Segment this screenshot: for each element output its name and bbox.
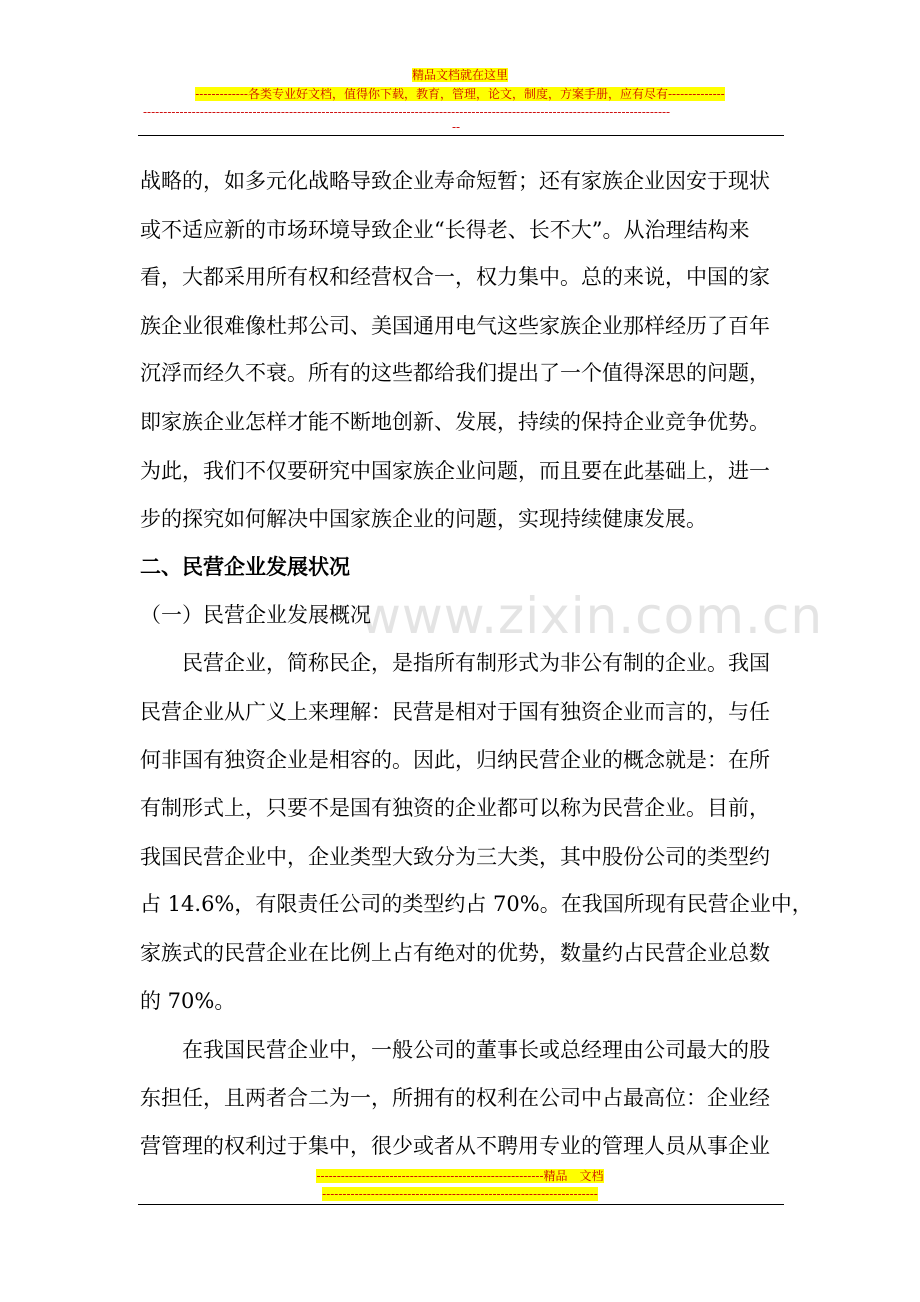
paragraph-line: 何非国有独资企业是相容的。因此，归纳民营企业的概念就是：在所 [140,748,770,772]
footer-dashes: -------------------------------------------------------------------- [322,1187,598,1201]
footer-line-1 [0,1168,920,1184]
subsection-heading: （一）民营企业发展概况 [140,603,371,627]
footer-line-2 [0,1186,920,1202]
paragraph-line: 家族式的民营企业在比例上占有绝对的优势，数量约占民营企业总数 [140,941,770,965]
paragraph-line: 营管理的权利过于集中，很少或者从不聘用专业的管理人员从事企业 [140,1134,770,1158]
body-line: 族企业很难像杜邦公司、美国通用电气这些家族企业那样经历了百年 [140,314,770,338]
body-line: 战略的，如多元化战略导致企业寿命短暂；还有家族企业因安于现状 [140,169,770,193]
header-dash-line: ---------------------------------------------------------------------------------------------------------------------------------- [143,105,671,119]
paragraph-line: 在我国民营企业中，一般公司的董事长或总经理由公司最大的股 [140,1038,770,1062]
paragraph-line: 民营企业从广义上来理解：民营是相对于国有独资企业而言的，与任 [140,700,770,724]
body-line: 看，大都采用所有权和经营权合一，权力集中。总的来说，中国的家 [140,265,770,289]
paragraph-line: 东担任，且两者合二为一，所拥有的权利在公司中占最高位：企业经 [140,1086,770,1110]
footer-rule [138,1204,784,1205]
body-line: 即家族企业怎样才能不断地创新、发展，持续的保持企业竞争优势。 [140,410,770,434]
body-line: 为此，我们不仅要研究中国家族企业问题，而且要在此基础上，进一 [140,459,770,483]
paragraph-line: 的 70%。 [140,989,236,1013]
paragraph-line: 我国民营企业中，企业类型大致分为三大类，其中股份公司的类型约 [140,845,770,869]
header-tagline-text: -------------各类专业好文档，值得你下载，教育，管理，论文，制度，方案手册，应有尽有-------------- [195,87,725,101]
header-title [0,67,920,83]
paragraph-line: 占 14.6%，有限责任公司的类型约占 70%。在我国所现有民营企业中， [140,892,813,916]
body-line: 沉浮而经久不衰。所有的这些都给我们提出了一个值得深思的问题， [140,361,770,385]
section-heading: 二、民营企业发展状况 [140,554,350,579]
header-tagline [0,86,920,102]
paragraph-line: 有制形式上，只要不是国有独资的企业都可以称为民营企业。目前， [140,796,770,820]
footer-label: --------------------------------------------------------精品 文档 [316,1169,604,1183]
header-title-text: 精品文档就在这里 [411,68,508,82]
header-rule [138,135,784,136]
body-line: 或不适应新的市场环境导致企业“长得老、长不大”。从治理结构来 [140,218,750,242]
body-line: 步的探究如何解决中国家族企业的问题，实现持续健康发展。 [140,507,707,531]
paragraph-line: 民营企业，简称民企，是指所有制形式为非公有制的企业。我国 [140,651,770,675]
header-dash-tail: -- [452,120,461,134]
watermark: www.zixin.com.cn [360,587,824,645]
